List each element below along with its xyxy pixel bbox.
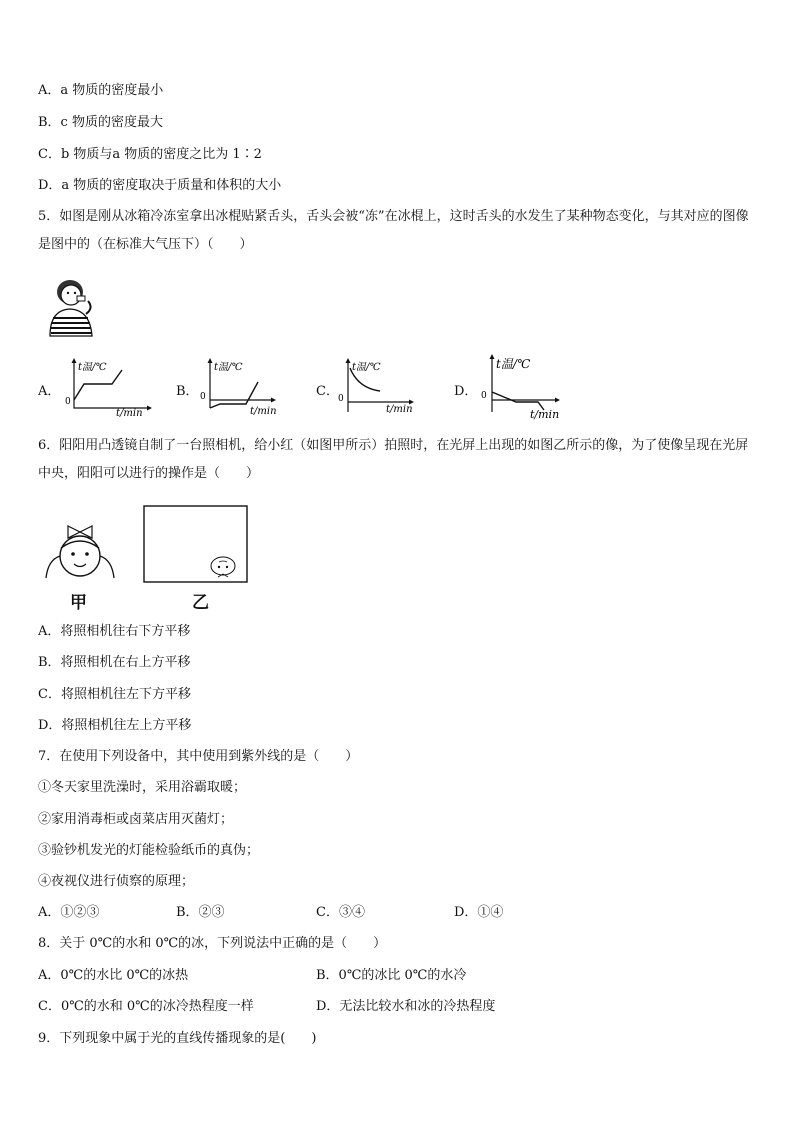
graph-b-y-label: t温/℃	[214, 362, 243, 373]
graph-a-x-label: t/min	[116, 408, 143, 418]
graph-a-origin: 0	[65, 397, 71, 407]
q4-option-a: A．a 物质的密度最小	[38, 83, 164, 98]
q7-item-3: ③验钞机发光的灯能检验纸币的真伪；	[38, 843, 260, 858]
q5-graph-d	[478, 352, 574, 422]
q7-item-1: ①冬天家里洗澡时，采用浴霸取暖；	[38, 780, 247, 795]
graph-b-origin: 0	[200, 392, 206, 402]
q8-stem: 8．关于 0℃的水和 0℃的冰，下列说法中正确的是（ ）	[38, 936, 387, 951]
graph-d-origin: 0	[481, 391, 487, 401]
q5-graph-a	[62, 356, 154, 418]
q4-option-d: D．a 物质的密度取决于质量和体积的大小	[38, 178, 282, 193]
graph-d-x-label: t/min	[530, 408, 560, 421]
q5-stem: 5．如图是刚从冰箱冷冻室拿出冰棍贴紧舌头，舌头会被“冻”在冰棍上，这时舌头的水发生了某种物态变化，与其对应的图像是图中的（在标准大气压下）（ ）	[38, 209, 749, 252]
caption-yi: 乙	[192, 593, 209, 613]
q5-graph-d-label: D．	[454, 384, 478, 399]
q7-item-2: ②家用消毒柜或卤菜店用灭菌灯；	[38, 812, 234, 827]
q9-stem: 9．下列现象中属于光的直线传播现象的是( )	[38, 1031, 317, 1046]
light-screen-figure-yi	[143, 505, 249, 585]
graph-b-x-label: t/min	[250, 406, 277, 417]
q7-stem: 7．在使用下列设备中，其中使用到紫外线的是（ ）	[38, 749, 359, 764]
graph-c-x-label: t/min	[386, 404, 413, 415]
graph-c-y-label: t温/℃	[352, 362, 381, 373]
caption-jia: 甲	[70, 593, 87, 613]
q6-option-b: B．将照相机在右上方平移	[38, 655, 191, 670]
q5-graph-b-label: B．	[176, 384, 199, 399]
q6-stem: 6．阳阳用凸透镜自制了一台照相机，给小红（如图甲所示）拍照时，在光屏上出现的如图乙所示的像，为了使像呈现在光屏中央，阳阳可以进行的操作是（ ）	[38, 438, 749, 481]
q8-option-b: B．0℃的冰比 0℃的水冷	[316, 968, 467, 983]
graph-c-origin: 0	[338, 394, 344, 404]
q7-option-c: C．③④	[316, 905, 365, 920]
q8-option-a: A．0℃的水比 0℃的冰热	[38, 968, 189, 983]
q5-graph-c-label: C．	[316, 384, 339, 399]
q7-option-b: B．②③	[176, 905, 225, 920]
boy-licking-popsicle-image	[42, 276, 104, 338]
q8-option-c: C．0℃的水和 0℃的冰冷热程度一样	[38, 999, 254, 1014]
q7-item-4: ④夜视仪进行侦察的原理；	[38, 874, 195, 889]
q6-option-a: A．将照相机往右下方平移	[38, 624, 191, 639]
q5-graph-b	[198, 356, 290, 418]
q4-option-b: B．c 物质的密度最大	[38, 115, 163, 130]
q8-option-d: D．无法比较水和冰的冷热程度	[316, 999, 496, 1014]
graph-d-y-label: t温/℃	[496, 357, 531, 371]
q7-option-a: A．①②③	[38, 905, 100, 920]
q5-graph-c	[336, 356, 428, 418]
q4-option-c: C．b 物质与a 物质的密度之比为 1∶2	[38, 147, 262, 162]
girl-xiaohong-figure-jia	[42, 520, 118, 586]
q5-graph-a-label: A．	[38, 384, 61, 399]
graph-a-y-label: t温/℃	[78, 362, 107, 373]
q7-option-d: D．①④	[454, 905, 504, 920]
q6-option-c: C．将照相机往左下方平移	[38, 687, 191, 702]
q6-option-d: D．将照相机往左上方平移	[38, 718, 192, 733]
